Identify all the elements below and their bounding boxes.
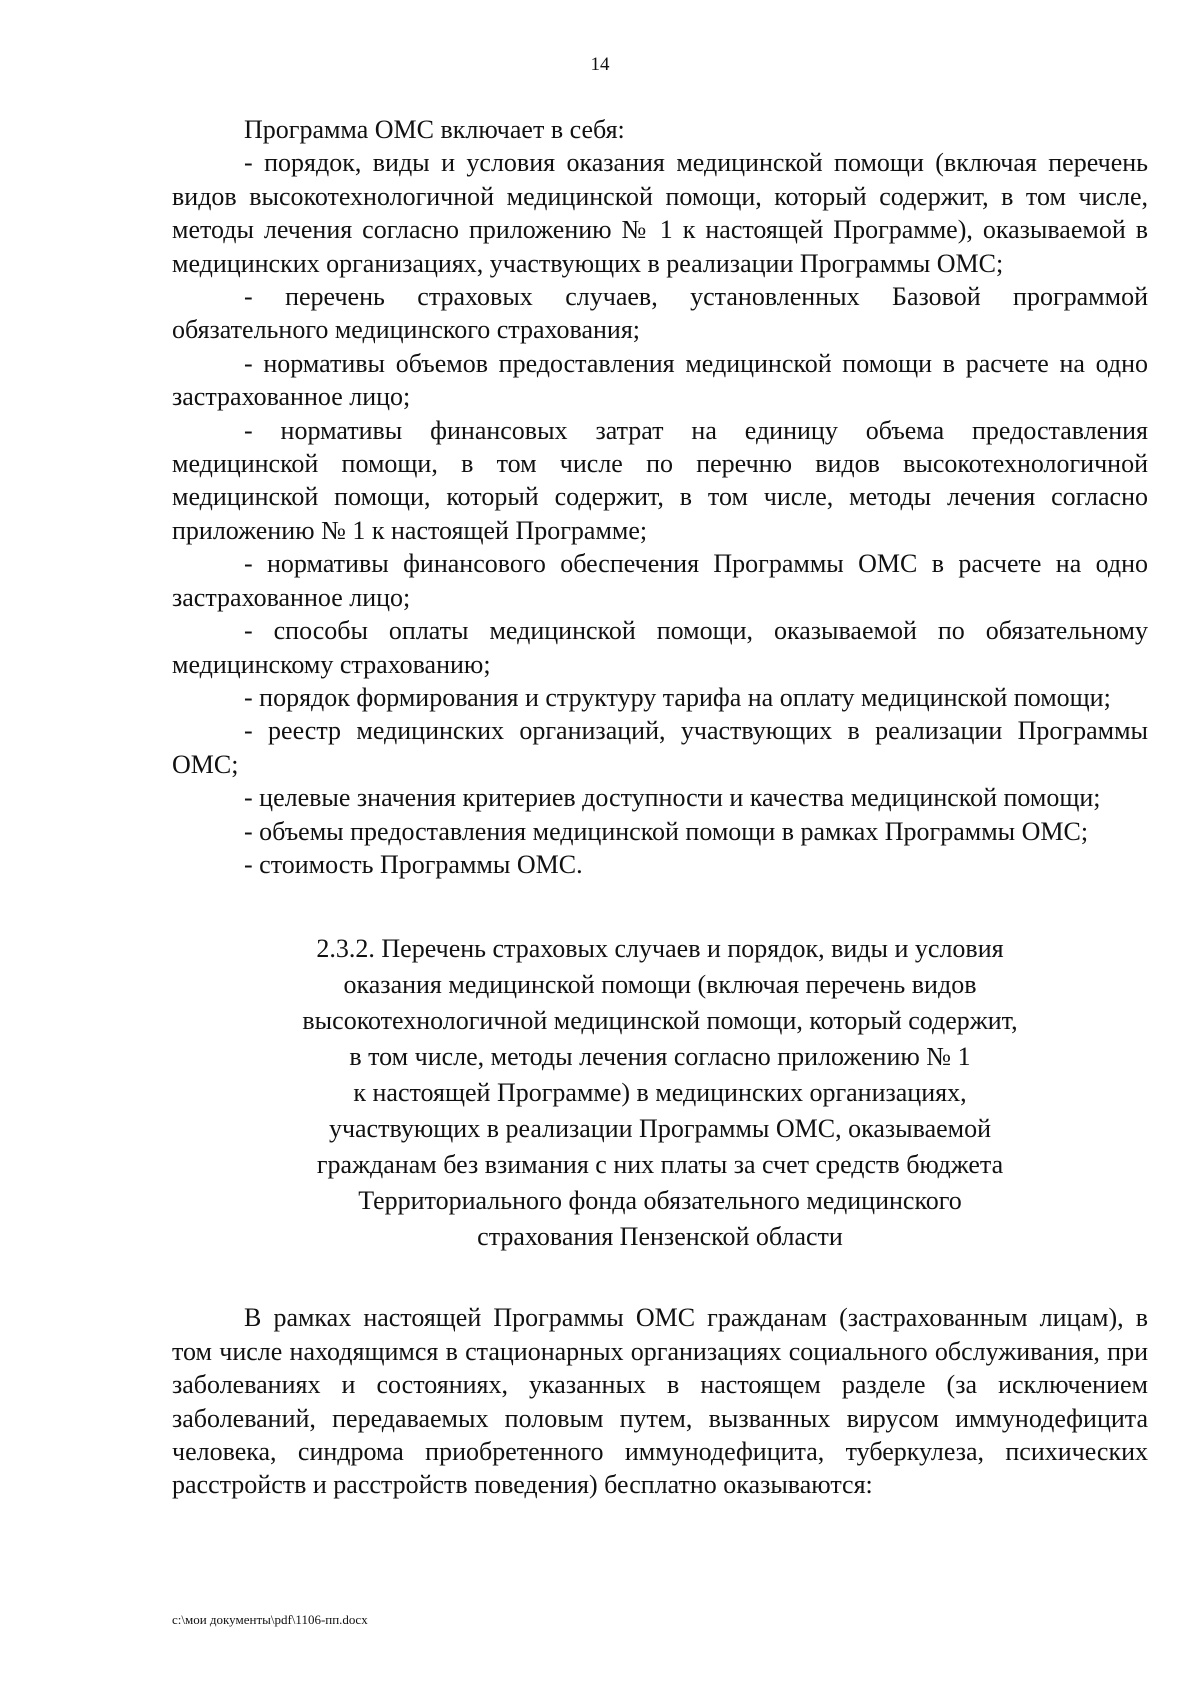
list-item: - порядок, виды и условия оказания медицинской помощи (включая перечень видов высокотехнологичной медицинской помощи, который содержит, в том числе, методы лечения согласно приложению № 1 к настоящей Программе), оказываемой в медицинских организациях, участвующих в реализации Программы ОМС; [172, 148, 1148, 278]
list-item: - нормативы объемов предоставления медицинской помощи в расчете на одно застрахованное лицо; [172, 348, 1148, 412]
section-heading-line: 2.3.2. Перечень страховых случаев и порядок, виды и условия [316, 934, 1004, 964]
list-item: - объемы предоставления медицинской помощи в рамках Программы ОМС; [244, 816, 1089, 846]
list-item: - стоимость Программы ОМС. [244, 849, 583, 879]
footer-file-path: c:\мои документы\pdf\1106-пп.docx [172, 1612, 368, 1627]
closing-paragraph: В рамках настоящей Программы ОМС гражданам (застрахованным лицам), в том числе находящимся в стационарных организациях социального обслуживания, при заболеваниях и состояниях, указанных в настоящем разделе (за исключением заболеваний, передаваемых половым путем, вызванных вирусом иммунодефицита человека, синдрома приобретенного иммунодефицита, туберкулеза, психических расстройств и расстройств поведения) бесплатно оказываются: [172, 1303, 1148, 1500]
list-item: - способы оплаты медицинской помощи, оказываемой по обязательному медицинскому страхованию; [172, 616, 1148, 679]
section-heading-line: к настоящей Программе) в медицинских организациях, [353, 1078, 967, 1108]
list-item: - целевые значения критериев доступности и качества медицинской помощи; [244, 783, 1101, 813]
list-item: - порядок формирования и структуру тарифа на оплату медицинской помощи; [244, 682, 1111, 712]
intro-text: Программа ОМС включает в себя: [244, 115, 625, 144]
section-heading-line: в том числе, методы лечения согласно приложению № 1 [349, 1042, 971, 1072]
list-item: - реестр медицинских организаций, участвующих в реализации Программы ОМС; [172, 716, 1148, 779]
document-body [172, 113, 1148, 1502]
page-number: 14 [590, 54, 610, 75]
section-heading-line: Территориального фонда обязательного медицинского [358, 1186, 962, 1216]
section-heading-line: высокотехнологичной медицинской помощи, который содержит, [302, 1006, 1018, 1036]
section-heading-line: участвующих в реализации Программы ОМС, оказываемой [328, 1114, 992, 1144]
list-item: - перечень страховых случаев, установленных Базовой программой обязательного медицинского страхования; [172, 282, 1148, 345]
section-heading-line: страхования Пензенской области [477, 1222, 843, 1252]
section-heading [172, 931, 1148, 1255]
section-heading-line: гражданам без взимания с них платы за счет средств бюджета [316, 1150, 1004, 1180]
section-heading-line: оказания медицинской помощи (включая перечень видов [343, 970, 977, 1000]
list-item: - нормативы финансового обеспечения Программы ОМС в расчете на одно застрахованное лицо; [172, 549, 1148, 612]
list-item: - нормативы финансовых затрат на единицу объема предоставления медицинской помощи, в том числе по перечню видов высокотехнологичной медицинской помощи, который содержит, в том числе, методы лечения согласно приложению № 1 к настоящей Программе; [172, 415, 1148, 545]
